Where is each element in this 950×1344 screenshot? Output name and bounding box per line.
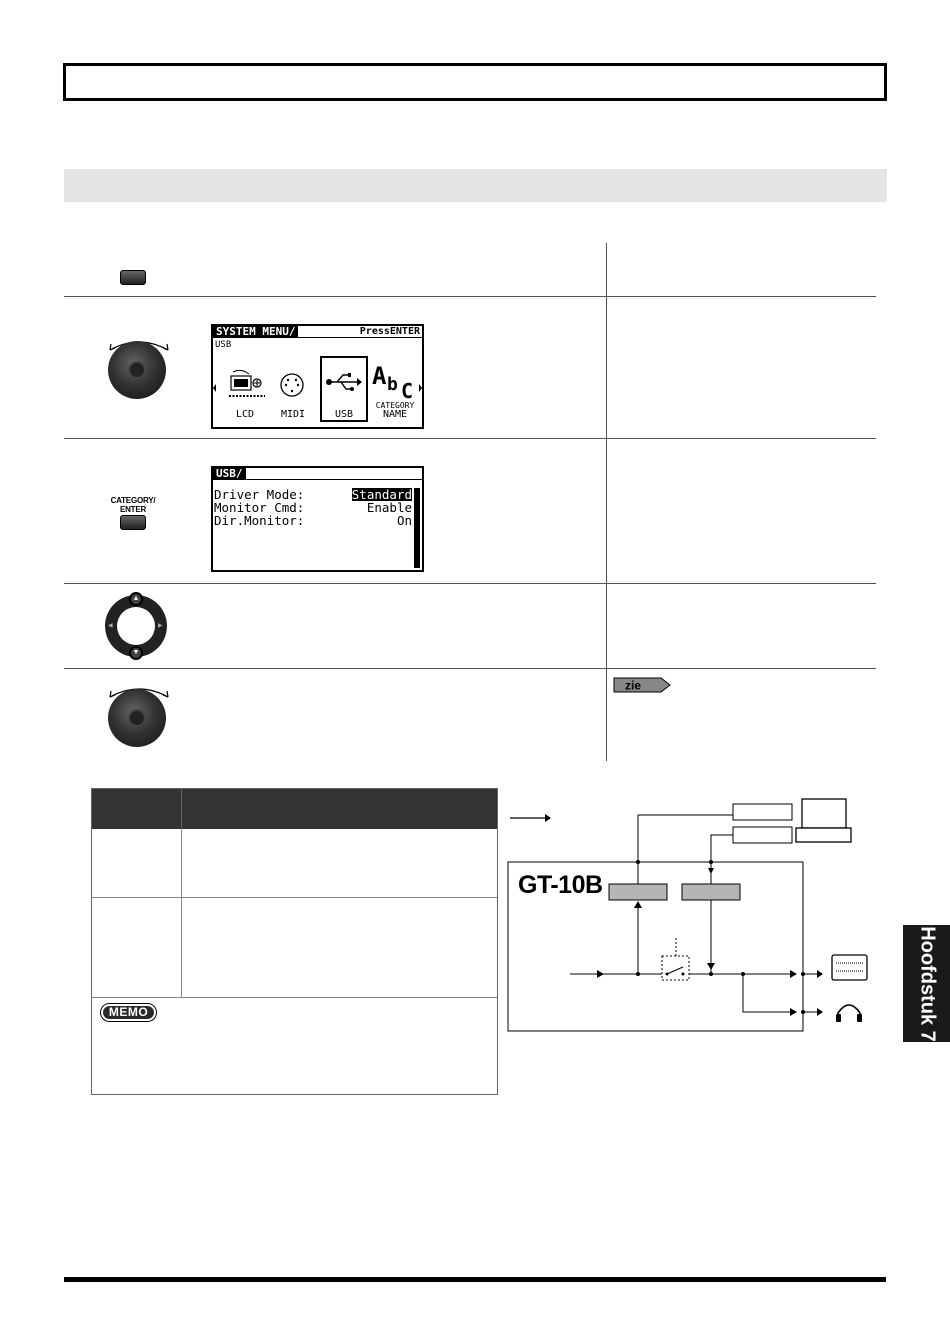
device-logo: GT-10B	[518, 871, 603, 899]
lcd-param-value: Standard	[351, 487, 412, 502]
chapter-title-frame	[63, 63, 887, 101]
lcd-title: USB/	[213, 468, 246, 480]
cursor-up-icon: ▲	[129, 592, 143, 606]
value-dial-icon	[108, 689, 166, 747]
category-enter-label-line2: ENTER	[119, 505, 147, 514]
table-column-divider	[181, 829, 182, 997]
system-button-icon	[120, 270, 146, 285]
lcd-param-value: On	[396, 513, 412, 528]
lcd-title-bar	[213, 468, 422, 480]
cursor-down-icon: ▼	[129, 646, 143, 660]
cursor-right-icon: ▶	[158, 623, 163, 629]
see-reference-tag	[613, 677, 671, 693]
value-dial-icon	[108, 341, 166, 399]
lcd-param-name: Monitor Cmd:	[214, 500, 305, 515]
procedure-row-divider	[64, 296, 876, 297]
procedure-row-divider	[64, 583, 876, 584]
abc-text-icon	[371, 362, 419, 402]
lcd-scrollbar	[414, 488, 420, 568]
section-heading-band	[64, 169, 887, 202]
system-menu-lcd	[211, 324, 424, 429]
category-icon-label-line1: CATEGORY	[375, 401, 415, 410]
table-row-divider	[92, 997, 497, 998]
midi-icon-label: MIDI	[280, 409, 306, 420]
lcd-hint: PressENTER	[359, 326, 420, 337]
usb-icon-label: USB	[334, 409, 354, 420]
chapter-side-tab	[903, 925, 950, 1042]
lcd-scroll-right-icon	[419, 384, 422, 392]
category-enter-button-icon	[120, 515, 146, 530]
table-row-divider	[92, 897, 497, 898]
lcd-scroll-left-icon	[213, 384, 216, 392]
lcd-subtitle: USB	[215, 340, 232, 350]
lcd-param-value: Enable	[366, 500, 412, 515]
category-enter-label-line1: CATEGORY/	[110, 496, 156, 505]
svg-text:b: b	[387, 374, 398, 395]
lcd-icon	[227, 368, 267, 402]
settings-table-header	[92, 789, 497, 829]
usb-settings-lcd	[211, 466, 424, 572]
see-reference-label: zie	[625, 678, 642, 693]
lcd-param-row	[214, 514, 412, 527]
settings-table	[91, 788, 498, 1095]
lcd-param-name: Dir.Monitor:	[214, 513, 305, 528]
procedure-row-divider	[64, 668, 876, 669]
procedure-column-divider	[606, 243, 607, 761]
memo-badge: MEMO	[101, 1004, 156, 1021]
page-bottom-rule	[64, 1277, 886, 1282]
chapter-side-tab-label: Hoofdstuk 7	[916, 925, 938, 1042]
procedure-row-divider	[64, 438, 876, 439]
lcd-title: SYSTEM MENU/	[213, 326, 298, 338]
svg-text:C: C	[401, 379, 414, 402]
signal-flow-diagram	[505, 795, 875, 1040]
svg-text:A: A	[372, 362, 387, 390]
lcd-title-bar	[213, 326, 422, 338]
category-icon-label-line2: NAME	[382, 409, 408, 420]
cursor-left-icon: ◀	[108, 623, 113, 629]
cursor-pad-icon	[105, 595, 167, 657]
usb-icon	[325, 370, 363, 394]
lcd-param-name: Driver Mode:	[214, 487, 305, 502]
midi-connector-icon	[279, 372, 305, 398]
lcd-icon-label: LCD	[235, 409, 255, 420]
